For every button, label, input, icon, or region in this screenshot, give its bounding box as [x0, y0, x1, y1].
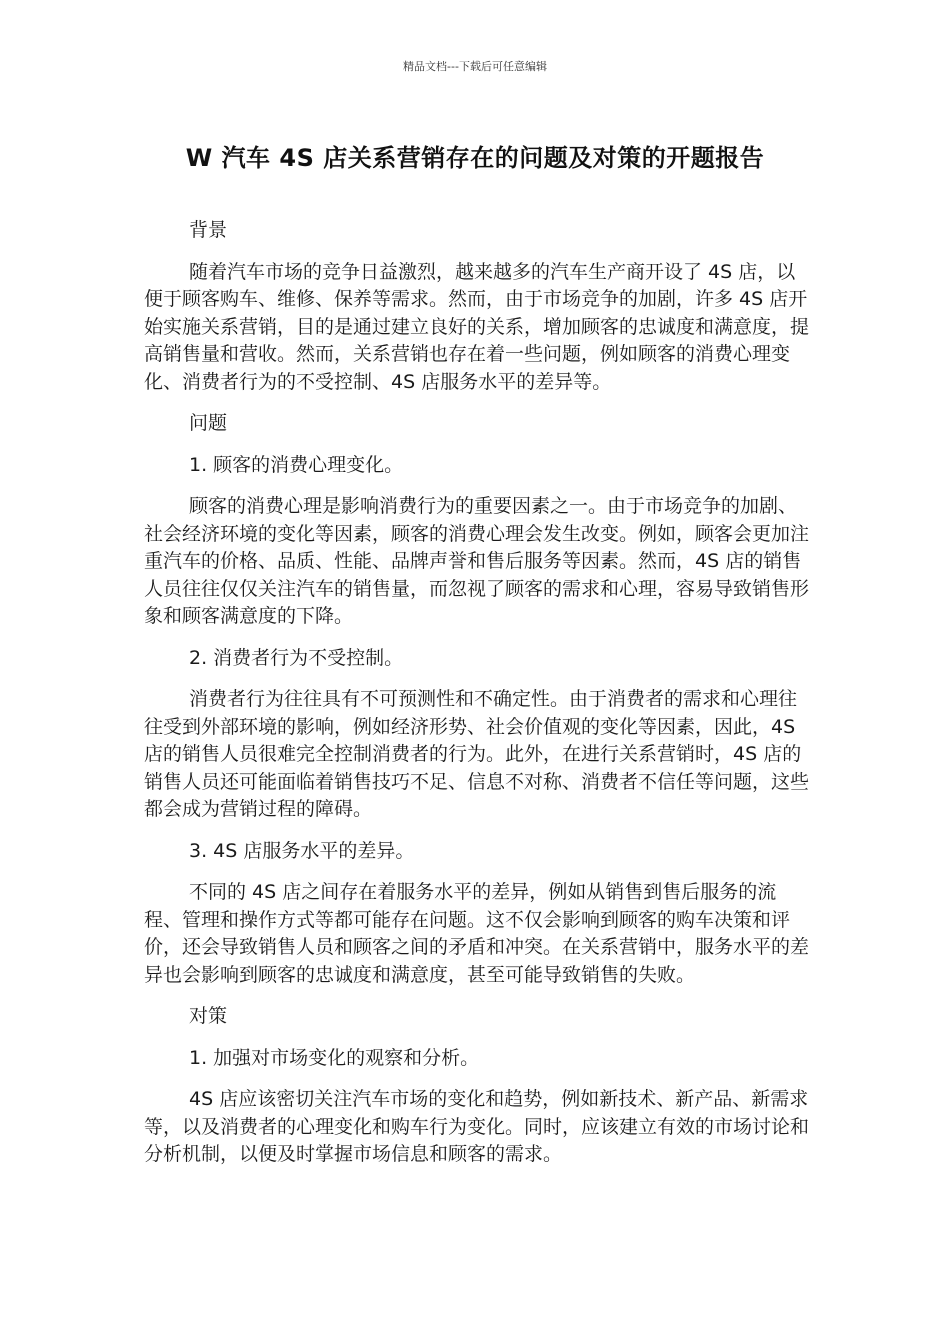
countermeasure-item-1: 1. 加强对市场变化的观察和分析。: [189, 1046, 480, 1069]
paragraph-problem-1: 顾客的消费心理是影响消费行为的重要因素之一。由于市场竞争的加剧、社会经济环境的变化等因素，顾客的消费心理会发生改变。例如，顾客会更加注重汽车的价格、品质、性能、品牌声誉和售后服务等因素。然而，4S 店的销售人员往往仅仅关注汽车的销售量，而忽视了顾客的需求和心理，容易导致销售形象和顾客满意度的下降。: [144, 495, 810, 627]
paragraph-background: 随着汽车市场的竞争日益激烈，越来越多的汽车生产商开设了 4S 店，以便于顾客购车、维修、保养等需求。然而，由于市场竞争的加剧，许多 4S 店开始实施关系营销，目的是通过建立良好的关系，增加顾客的忠诚度和满意度，提高销售量和营收。然而，关系营销也存在着一些问题，例如顾客的消费心理变化、消费者行为的不受控制、4S 店服务水平的差异等。: [144, 260, 810, 393]
section-heading-countermeasures: 对策: [189, 1005, 228, 1027]
problem-item-1: 1. 顾客的消费心理变化。: [189, 453, 404, 476]
paragraph-countermeasure-1: 4S 店应该密切关注汽车市场的变化和趋势，例如新技术、新产品、新需求等，以及消费者的心理变化和购车行为变化。同时，应该建立有效的市场讨论和分析机制，以便及时掌握市场信息和顾客的需求。: [144, 1088, 810, 1165]
paragraph-problem-2: 消费者行为往往具有不可预测性和不确定性。由于消费者的需求和心理往往受到外部环境的影响，例如经济形势、社会价值观的变化等因素，因此，4S 店的销售人员很难完全控制消费者的行为。此外，在进行关系营销时，4S 店的销售人员还可能面临着销售技巧不足、信息不对称、消费者不信任等问题，这些都会成为营销过程的障碍。: [144, 688, 810, 820]
document-body: [144, 217, 812, 1183]
document-title: W 汽车 4S 店关系营销存在的问题及对策的开题报告: [185, 144, 765, 172]
page-header: 精品文档---下载后可任意编辑: [403, 60, 547, 73]
problem-item-3: 3. 4S 店服务水平的差异。: [189, 839, 415, 862]
problem-item-2: 2. 消费者行为不受控制。: [189, 646, 404, 669]
section-heading-problems: 问题: [189, 412, 228, 434]
section-heading-background: 背景: [189, 219, 228, 241]
paragraph-problem-3: 不同的 4S 店之间存在着服务水平的差异，例如从销售到售后服务的流程、管理和操作方式等都可能存在问题。这不仅会影响到顾客的购车决策和评价，还会导致销售人员和顾客之间的矛盾和冲突。在关系营销中，服务水平的差异也会影响到顾客的忠诚度和满意度，甚至可能导致销售的失败。: [144, 881, 810, 986]
